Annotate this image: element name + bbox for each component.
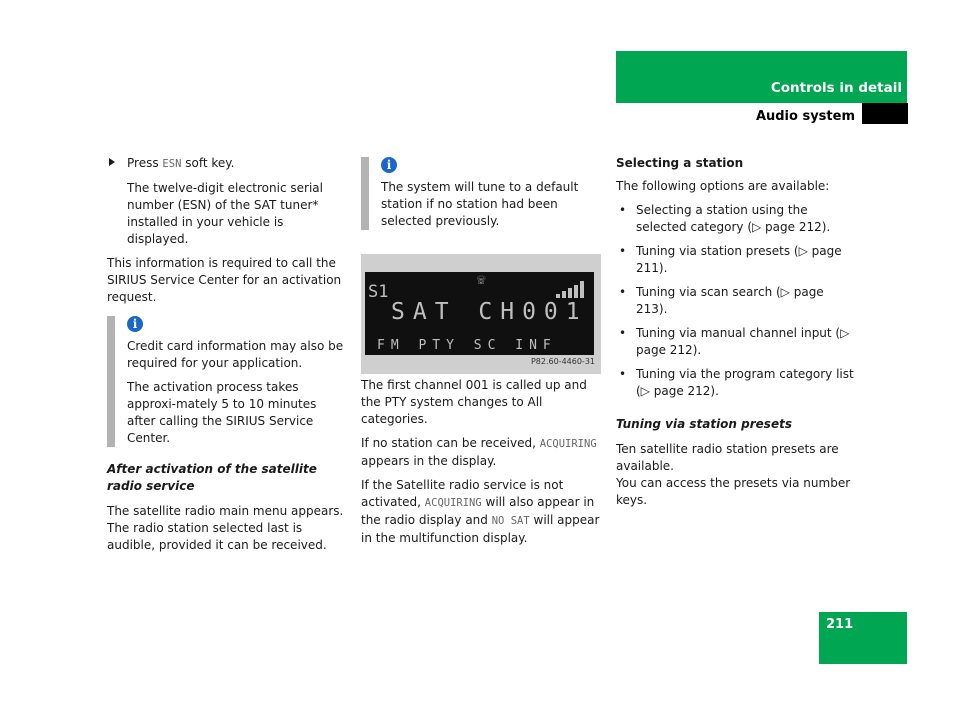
acquiring-code: ACQUIRING bbox=[424, 497, 482, 509]
acquiring-code: ACQUIRING bbox=[539, 438, 597, 450]
lcd-channel-text: SAT CH001 bbox=[391, 299, 588, 325]
column-left bbox=[107, 155, 347, 561]
image-reference: P82.60-4460-31 bbox=[530, 357, 595, 366]
phone-icon: ☏ bbox=[477, 272, 486, 288]
subhead-selecting-station: Selecting a station bbox=[616, 156, 744, 170]
signal-strength-icon bbox=[556, 280, 588, 298]
list-item: • Tuning via the program category list (▷ page 212). bbox=[616, 366, 856, 400]
info-box-bar bbox=[107, 316, 115, 447]
info-box-bar bbox=[361, 157, 369, 230]
acquiring-text: If no station can be received, ACQUIRING appears in the display. bbox=[361, 436, 597, 468]
info-box-credit bbox=[107, 316, 347, 447]
list-item: • Tuning via station presets (▷ page 211). bbox=[616, 243, 856, 277]
section-subtitle: Audio system bbox=[755, 109, 855, 124]
info-activation-time: The activation process takes approxi-mately 5 to 10 minutes after calling the SIRIUS Service Center. bbox=[127, 380, 317, 445]
list-item: • Tuning via scan search (▷ page 213). bbox=[616, 284, 856, 318]
list-item: • Tuning via manual channel input (▷ page 212). bbox=[616, 325, 856, 359]
info-default-station: The system will tune to a default station if no station had been selected previously. bbox=[381, 180, 579, 228]
header-tab-marker bbox=[862, 103, 908, 124]
step-press-esn: Press ESN soft key. bbox=[107, 155, 347, 173]
lcd-softkey-labels: FM PTY SC INF bbox=[377, 338, 557, 353]
arrow-bullet-icon bbox=[109, 158, 115, 166]
presets-available: Ten satellite radio station presets are available. bbox=[616, 442, 839, 473]
subhead-station-presets: Tuning via station presets bbox=[616, 417, 792, 431]
main-menu-text: The satellite radio main menu appears. The radio station selected last is audible, provided it can be received. bbox=[107, 504, 344, 552]
info-icon: i bbox=[381, 157, 397, 173]
lcd-preset-label: S1 bbox=[368, 282, 389, 302]
subhead-after-activation: After activation of the satellite radio service bbox=[107, 462, 317, 493]
no-sat-code: NO SAT bbox=[491, 515, 530, 527]
not-activated-text: If the Satellite radio service is not activated, ACQUIRING will also appear in the radio display and NO SAT will appear in the multifunction display. bbox=[361, 478, 600, 545]
info-box-default-station bbox=[361, 157, 601, 230]
radio-display-image bbox=[361, 254, 601, 374]
info-required-text: This information is required to call the SIRIUS Service Center for an activation request. bbox=[107, 256, 342, 304]
lcd-screen bbox=[365, 272, 594, 355]
column-middle bbox=[361, 155, 601, 244]
options-list bbox=[616, 202, 856, 400]
column-middle-lower bbox=[361, 377, 601, 554]
list-item: • Selecting a station using the selected category (▷ page 212). bbox=[616, 202, 856, 236]
esn-description: The twelve-digit electronic serial number (ESN) of the SAT tuner* installed in your vehicle is displayed. bbox=[127, 181, 323, 246]
options-intro: The following options are available: bbox=[616, 179, 830, 193]
info-icon: i bbox=[127, 316, 143, 332]
section-title: Controls in detail bbox=[770, 80, 902, 96]
first-channel-text: The first channel 001 is called up and the PTY system changes to All categories. bbox=[361, 378, 587, 426]
esn-soft-key: ESN bbox=[162, 158, 182, 170]
page-number: 211 bbox=[826, 617, 854, 632]
info-credit-card: Credit card information may also be required for your application. bbox=[127, 339, 344, 370]
presets-number-keys: You can access the presets via number keys. bbox=[616, 476, 851, 507]
column-right bbox=[616, 155, 856, 516]
